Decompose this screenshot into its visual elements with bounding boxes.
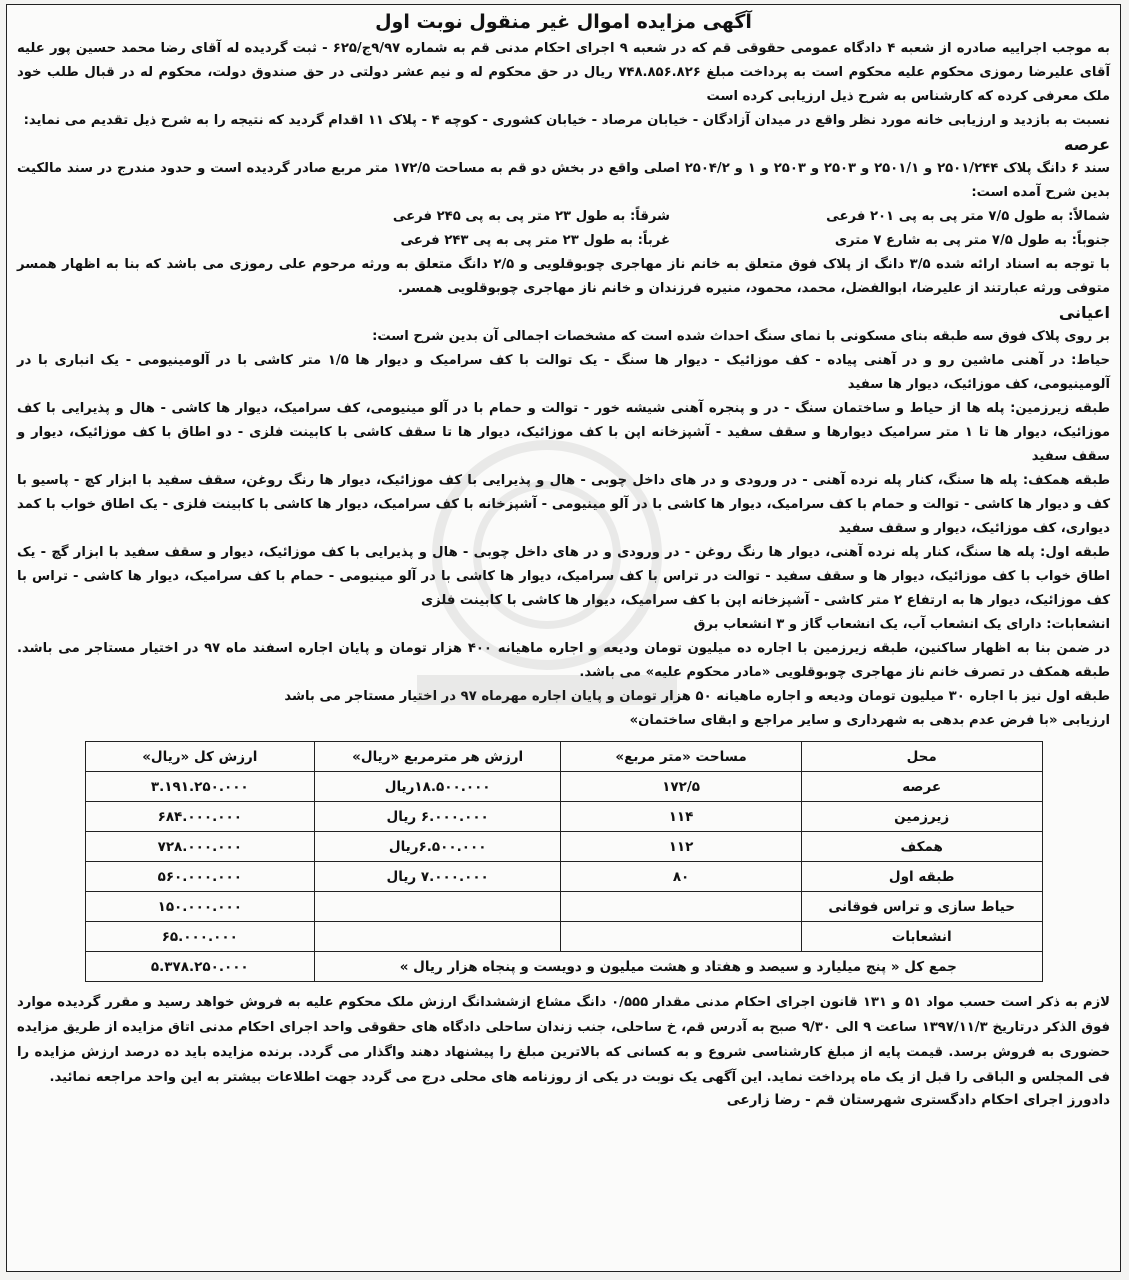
basement-paragraph: طبقه زیرزمین: پله ها از حیاط و ساختمان سنگ - در و پنجره آهنی شیشه خور - توالت و حمام با در آلو مینیومی، کف سرامیک، دیوار ها کاشی - هال و پذیرایی با کف موزائیک، دیوار ها تا ۱ متر سرامیک دیوارها و سقف سفید - آشپزخانه اپن با کف موزائیک، دیوار ها تا سقف کاشی با کابینت فلزی - دو اطاق با کف موزائیک، دیوار و سقف سفید [17, 401, 1110, 464]
cell-area: ۱۱۴ [561, 802, 802, 832]
cell-area: ۸۰ [561, 862, 802, 892]
bound-west: غرباً: به طول ۲۳ متر پی به پی ۲۴۳ فرعی [400, 233, 670, 248]
cell-unit-value [315, 892, 561, 922]
bound-south: جنوباً: به طول ۷/۵ متر پی به شارع ۷ متری [834, 233, 1110, 248]
ayani-heading: اعیانی [1058, 303, 1110, 322]
cell-place: همکف [801, 832, 1042, 862]
bound-east: شرقاً: به طول ۲۳ متر پی به پی ۲۴۵ فرعی [392, 209, 670, 224]
header-total-value: ارزش کل «ریال» [85, 742, 315, 772]
table-row [85, 892, 1042, 922]
ayani-intro: بر روی پلاک فوق سه طبقه بنای مسکونی با نمای سنگ احداث شده است که مشخصات اجمالی آن بدین شرح است: [372, 329, 1110, 344]
visit-paragraph: نسبت به بازدید و ارزیابی خانه مورد نظر واقع در میدان آزادگان - خیابان مرصاد - خیابان کشوری - کوچه ۴ - پلاک ۱۱ اقدام گردید که نتیجه را به شرح ذیل تقدیم می نماید: [23, 113, 1110, 128]
property-bounds [17, 205, 1110, 253]
cell-unit-value: ۶.۰۰۰.۰۰۰ ریال [315, 802, 561, 832]
valuation-note: ارزیابی «با فرض عدم بدهی به شهرداری و سایر مراجع و ابقای ساختمان» [629, 713, 1110, 728]
ground-floor-paragraph: طبقه همکف: پله ها سنگ، کنار پله نرده آهنی - در ورودی و در های داخل چوبی - هال و پذیرایی با کف موزائیک، دیوار ها رنگ روغن، سقف سفید با ابزار کچ - پاسیو با کف و دیوار ها کاشی - توالت و حمام با کف سرامیک، دیوار ها کاشی با در آلو مینیومی - آشپزخانه با کف سرامیک، دیوار ها کاشی با کابینت فلزی - یک اطاق خواب با کمد دیواری، کف موزائیک، دیوار و سقف سفید [17, 473, 1110, 536]
cell-place: زیرزمین [801, 802, 1042, 832]
closing-section [17, 990, 1110, 1090]
cell-total-value: ۷۲۸.۰۰۰.۰۰۰ [85, 832, 315, 862]
cell-unit-value [315, 922, 561, 952]
sum-value: ۵.۳۷۸.۲۵۰.۰۰۰ [85, 952, 315, 982]
notice-title: آگهی مزایده اموال غیر منقول نوبت اول [375, 11, 752, 33]
cell-unit-value: ۶.۵۰۰.۰۰۰ریال [315, 832, 561, 862]
sum-label: جمع کل « پنج میلیارد و سیصد و هفتاد و هشت میلیون و دویست و پنجاه هزار ریال » [315, 952, 1042, 982]
closing-paragraph: لازم به ذکر است حسب مواد ۵۱ و ۱۳۱ قانون اجرای احکام مدنی مقدار ۰/۵۵۵ دانگ مشاع ازششدانگ ارزش ملک محکوم علیه به فروش خواهد رسید و مقرر گردیده موارد فوق الذکر درتاریخ ۱۳۹۷/۱۱/۳ ساعت ۹ الی ۹/۳۰ صبح به آدرس قم، خ ساحلی، جنب زندان ساحلی دادگاه های حقوقی واحد اجرای احکام مدنی اتاق مزایده از طریق مزایده حضوری به فروش برسد. قیمت پایه از مبلغ کارشناسی شروع و به کسانی که بالاترین مبلغ را پیشنهاد دهند واگذار می گردد. برنده مزایده باید ده درصد ارزش مزایده را فی المجلس و الباقی را قبل از یک ماه پرداخت نماید. این آگهی یک نوبت در یکی از روزنامه های محلی درج می گردد جهت اطلاعات بیشتر به این واحد مراجعه نمائید. [17, 995, 1110, 1085]
table-header-row [85, 742, 1042, 772]
table-row [85, 832, 1042, 862]
auction-notice [6, 4, 1121, 1272]
cell-unit-value: ۱۸.۵۰۰.۰۰۰ریال [315, 772, 561, 802]
cell-total-value: ۶۵.۰۰۰.۰۰۰ [85, 922, 315, 952]
cell-place: حیاط سازی و تراس فوقانی [801, 892, 1042, 922]
cell-place: طبقه اول [801, 862, 1042, 892]
cell-area [561, 922, 802, 952]
valuation-table [85, 741, 1043, 982]
table-row [85, 802, 1042, 832]
table-sum-row [85, 952, 1042, 982]
cell-area: ۱۱۲ [561, 832, 802, 862]
table-row [85, 862, 1042, 892]
ownership-paragraph: با توجه به اسناد ارائه شده ۳/۵ دانگ از پلاک فوق متعلق به خانم ناز مهاجری چوبوقلویی و ۲/۵ دانگ متعلق به ورثه مرحوم علی رموزی می باشد که بنا به اظهار همسر متوفی ورثه عبارتند از علیرضا، ابوالفضل، محمد، محمود، منیره فرزندان و خانم ناز مهاجری چوبوقلویی همسر. [17, 257, 1110, 296]
table-row [85, 922, 1042, 952]
tenants-paragraph: در ضمن بنا به اظهار ساکنین، طبقه زیرزمین با اجاره ده میلیون تومان ودیعه و اجاره ماهیانه ۴۰۰ هزار تومان و پایان اجاره اسفند ماه ۹۷ در اختیار مستاجر می باشد. طبقه همکف در تصرف خانم ناز مهاجری چوبوقلویی «مادر محکوم علیه» می باشد. [17, 641, 1111, 680]
yard-paragraph: حیاط: در آهنی ماشین رو و در آهنی پیاده - کف موزائیک - دیوار ها سنگ - یک توالت با کف سرامیک و دیوار ها ۱/۵ متر کاشی با در آلومینیومی - یک انباری با در آلومینیومی، کف موزائیک، دیوار ها سفید [17, 353, 1110, 392]
cell-total-value: ۵۶۰.۰۰۰.۰۰۰ [85, 862, 315, 892]
arsa-paragraph: سند ۶ دانگ پلاک ۲۵۰۱/۲۴۴ و ۲۵۰۱/۱ و ۲۵۰۳ و ۲۵۰۳ و ۱ و ۲۵۰۴/۲ اصلی واقع در بخش دو قم به مساحت ۱۷۲/۵ متر مربع صادر گردیده است و حدود مندرج در سند مالکیت بدین شرح آمده است: [17, 161, 1110, 200]
bound-north: شمالاً: به طول ۷/۵ متر پی به پی ۲۰۱ فرعی [826, 209, 1110, 224]
first-floor-tenant: طبقه اول نیز با اجاره ۳۰ میلیون تومان ودیعه و اجاره ماهیانه ۵۰ هزار تومان و پایان اجاره مهرماه ۹۷ در اختیار مستاجر می باشد [284, 689, 1110, 704]
signature: دادورز اجرای احکام دادگستری شهرستان قم - رضا زارعی [726, 1092, 1110, 1108]
cell-unit-value: ۷.۰۰۰.۰۰۰ ریال [315, 862, 561, 892]
cell-area: ۱۷۲/۵ [561, 772, 802, 802]
intro-paragraph: به موجب اجراییه صادره از شعبه ۴ دادگاه عمومی حقوقی قم که در شعبه ۹ اجرای احکام مدنی قم به شماره ۹/۹۷ج/۶۲۵ - ثبت گردیده له آقای رضا محمد حسین پور علیه آقای علیرضا رموزی محکوم علیه محکوم است به پرداخت مبلغ ۷۴۸.۸۵۶.۸۲۶ ریال در حق محکوم له و نیم عشر دولتی در حق صندوق دولت، محکوم له در قبال طلب خود ملک معرفی کرده که کارشناس به شرح ذیل ارزیابی کرده است [17, 41, 1111, 104]
cell-area [561, 892, 802, 922]
utilities-paragraph: انشعابات: دارای یک انشعاب آب، یک انشعاب گاز و ۳ انشعاب برق [693, 617, 1110, 632]
table-row [85, 772, 1042, 802]
arsa-heading: عرصه [1063, 135, 1110, 154]
cell-total-value: ۶۸۴.۰۰۰.۰۰۰ [85, 802, 315, 832]
cell-place: انشعابات [801, 922, 1042, 952]
cell-total-value: ۱۵۰.۰۰۰.۰۰۰ [85, 892, 315, 922]
cell-place: عرصه [801, 772, 1042, 802]
first-floor-paragraph: طبقه اول: پله ها سنگ، کنار پله نرده آهنی، دیوار ها رنگ روغن - در ورودی و در های داخل چوبی - هال و پذیرایی با کف موزائیک، دیوار و سقف سفید با ابزار گچ - یک اطاق خواب با کف موزائیک، دیوار ها و سقف سفید - توالت در تراس با کف سرامیک، دیوار ها کاشی با در آلو مینیومی - حمام با کف سرامیک، دیوار ها کاشی - تراس با کف موزائیک، دیوار ها به ارتفاع ۲ متر کاشی - آشپزخانه اپن با کف سرامیک، دیوار ها کاشی با کابینت فلزی [17, 545, 1110, 608]
header-place: محل [801, 742, 1042, 772]
header-unit-value: ارزش هر مترمربع «ریال» [315, 742, 561, 772]
header-area: مساحت «متر مربع» [561, 742, 802, 772]
cell-total-value: ۳.۱۹۱.۲۵۰.۰۰۰ [85, 772, 315, 802]
